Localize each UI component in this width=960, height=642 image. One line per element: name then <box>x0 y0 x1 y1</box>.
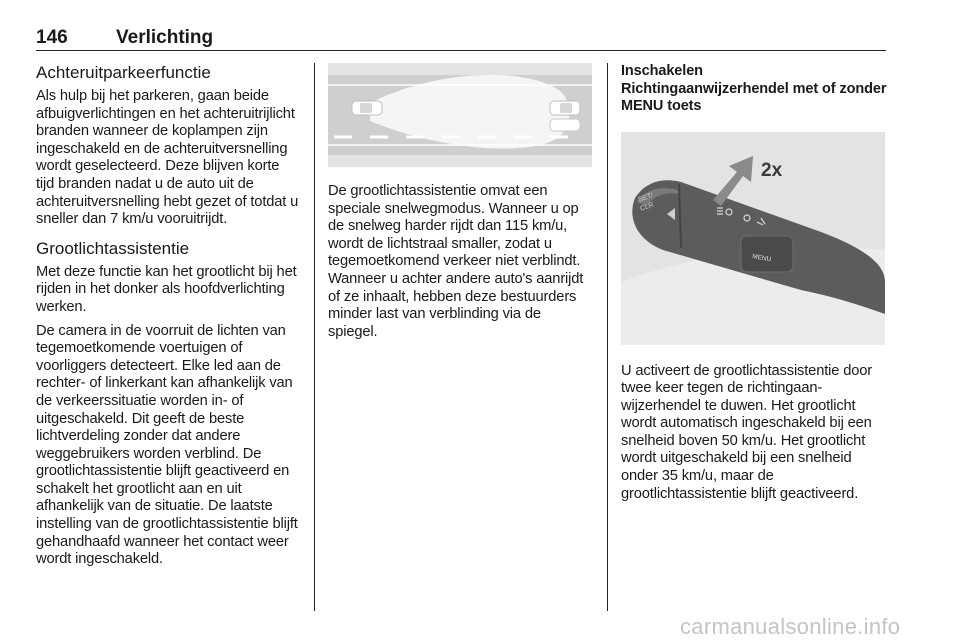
section-title: Verlichting <box>116 27 214 48</box>
own-car <box>352 101 382 115</box>
menu-button <box>741 236 793 272</box>
header-divider <box>36 50 886 51</box>
column-middle <box>328 63 594 347</box>
car-side <box>550 119 580 131</box>
car-ahead <box>550 101 580 115</box>
column-left <box>36 63 300 575</box>
heading-achteruitparkeerfunctie: Achteruitparkeerfunctie <box>36 63 211 82</box>
push-twice-label: 2x <box>761 159 783 181</box>
paragraph-activation: U activeert de grootlichtassistentie door twee keer tegen de richtingaanwijzerhendel te duwen. Het grootlicht wordt automatisch ingeschakeld bij een snelheid boven 50 km/u. Het grootlicht wordt uitgeschakeld bij een snelheid onder 35 km/u, maar de grootlichtassistentie blijft geactiveerd. <box>621 362 873 502</box>
paragraph-camera: De camera in de voorruit de lichten van tegemoetkomende voertuigen of voorliggers detecteert. Elke led aan de rechter- of linkerkant kan afhankelijk van de verkeerssituatie worden in- of uitgeschakeld. Dit geeft de beste lichtverdeling zonder dat andere weggebruikers worden verblind. De grootlichtassistentie blijft geactiveerd en schakelt het grootlicht aan en uit afhankelijk van de situatie. De laatste instelling van de grootlichtassistentie blijft gehandhaafd wanneer het contact weer wordt ingeschakeld. <box>36 322 298 568</box>
heading-inschakelen: Inschakelen <box>621 63 703 79</box>
column-divider-2 <box>607 63 608 611</box>
paragraph-high-beam-intro: Met deze functie kan het grootlicht bij het rijden in het donker als hoofdverlichting werken. <box>36 263 297 315</box>
heading-stalk: Richtingaanwijzerhendel met of zonder MENU toets <box>621 80 887 114</box>
paragraph-parking: Als hulp bij het parkeren, gaan beide afbuigverlichtingen en het achteruitrijlicht branden wanneer de koplampen zijn ingeschakeld en de achteruitversnelling wordt geselecteerd. Deze blijven korte tijd branden nadat u de auto uit de achteruitversnelling hebt gezet of totdat u sneller dan 7 km/u vooruitrijdt. <box>36 88 299 228</box>
page-number: 146 <box>36 27 68 48</box>
clr-label: CLR <box>639 201 655 213</box>
highway-beam-illustration <box>328 63 592 167</box>
menu-label: MENU <box>751 252 772 263</box>
set-label: SET/ <box>637 191 655 204</box>
watermark: carmanualsonline.info <box>680 614 901 639</box>
heading-grootlichtassistentie: Grootlichtassistentie <box>36 238 190 258</box>
column-right <box>621 63 887 509</box>
page-header <box>36 27 886 49</box>
paragraph-highway-mode: De grootlichtassistentie omvat een speciale snelwegmodus. Wanneer u op de snelweg harder rijdt dan 115 km/u, wordt de lichtstraal smaller, zodat u tegemoetkomend verkeer niet verblindt. Wanneer u achter andere auto's aanrijdt of ze inhaalt, hebben deze bestuurders minder last van verblinding via de spiegel. <box>328 183 584 340</box>
turn-signal-stalk-illustration <box>621 132 885 345</box>
column-divider-1 <box>314 63 315 611</box>
